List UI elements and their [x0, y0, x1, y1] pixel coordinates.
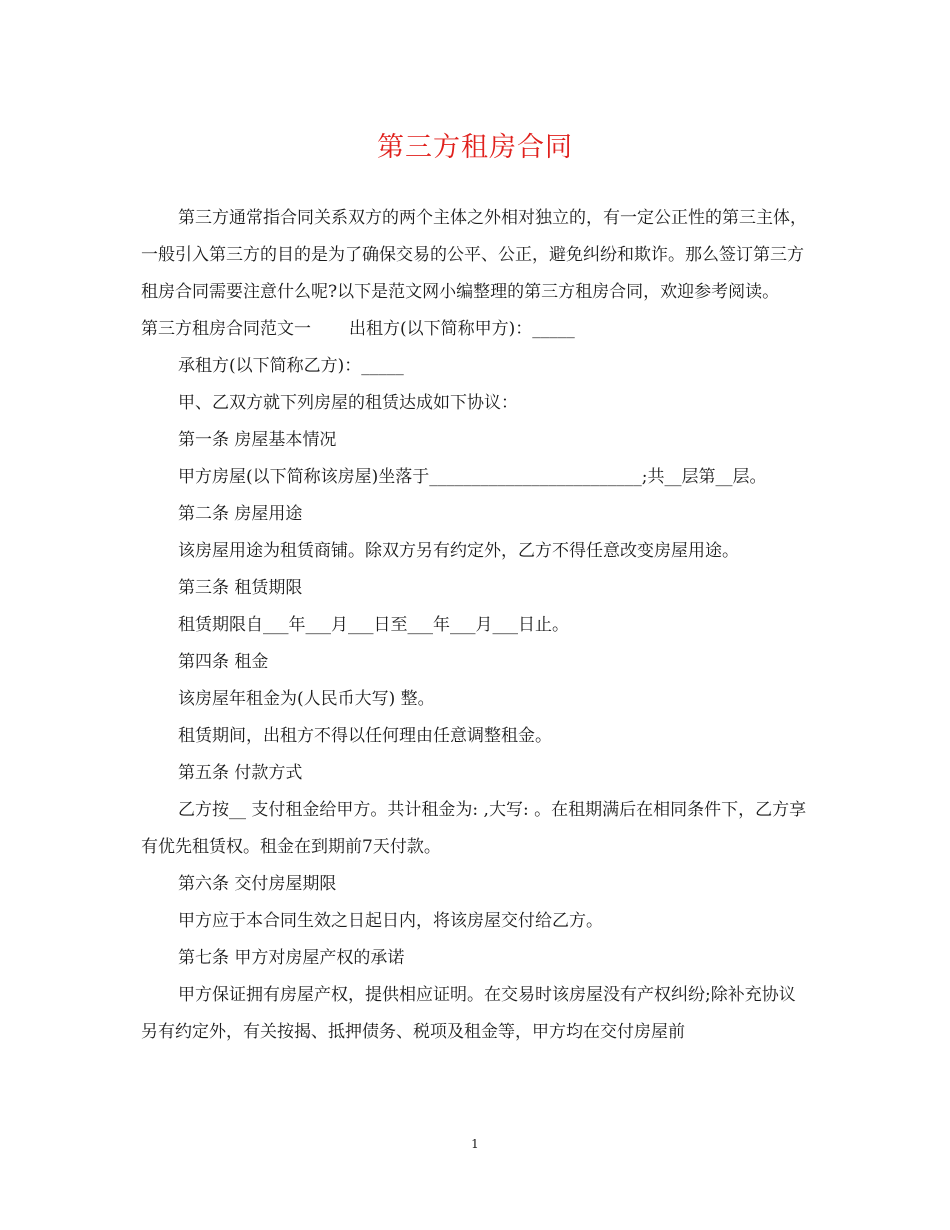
- document-title: 第三方租房合同: [377, 132, 573, 163]
- agreement-line: 甲、乙双方就下列房屋的租赁达成如下协议：: [178, 393, 518, 413]
- article-5-text: 乙方按__ 支付租金给甲方。共计租金为: ,大写: 。在租期满后在相同条件下，乙方享有优先租赁权。租金在到期前7天付款。: [141, 800, 807, 857]
- article-2-title: 第二条 房屋用途: [178, 504, 303, 524]
- article-7-title: 第七条 甲方对房屋产权的承诺: [178, 948, 405, 968]
- sample-heading: 第三方租房合同范文一: [141, 319, 311, 339]
- article-1-text: 甲方房屋(以下简称该房屋)坐落于_________________________;共__层第__层。: [178, 467, 767, 487]
- article-4-title: 第四条 租金: [178, 652, 269, 672]
- lessor-line: 出租方(以下简称甲方)：_____: [349, 319, 575, 339]
- page-number: 1: [471, 1137, 479, 1151]
- article-2-text: 该房屋用途为租赁商铺。除双方另有约定外，乙方不得任意改变房屋用途。: [178, 541, 739, 561]
- article-6-text: 甲方应于本合同生效之日起日内，将该房屋交付给乙方。: [178, 911, 603, 931]
- article-6-title: 第六条 交付房屋期限: [178, 874, 337, 894]
- article-5-title: 第五条 付款方式: [178, 763, 303, 783]
- article-4-text-2: 租赁期间，出租方不得以任何理由任意调整租金。: [178, 726, 552, 746]
- lessee-line: 承租方(以下简称乙方)：_____: [178, 356, 404, 376]
- article-1-title: 第一条 房屋基本情况: [178, 430, 337, 450]
- article-3-title: 第三条 租赁期限: [178, 578, 303, 598]
- article-7-text: 甲方保证拥有房屋产权，提供相应证明。在交易时该房屋没有产权纠纷;除补充协议另有约定外，有关按揭、抵押债务、税项及租金等，甲方均在交付房屋前: [141, 985, 796, 1042]
- article-3-text: 租赁期限自___年___月___日至___年___月___日止。: [178, 615, 569, 635]
- sample-line: [141, 311, 809, 348]
- intro-paragraph: 第三方通常指合同关系双方的两个主体之外相对独立的，有一定公正性的第三主体，一般引入第三方的目的是为了确保交易的公平、公正，避免纠纷和欺诈。那么签订第三方租房合同需要注意什么呢?以下是范文网小编整理的第三方租房合同，欢迎参考阅读。: [141, 208, 807, 302]
- document-body: [141, 200, 809, 1051]
- article-4-text-1: 该房屋年租金为(人民币大写) 整。: [178, 689, 435, 709]
